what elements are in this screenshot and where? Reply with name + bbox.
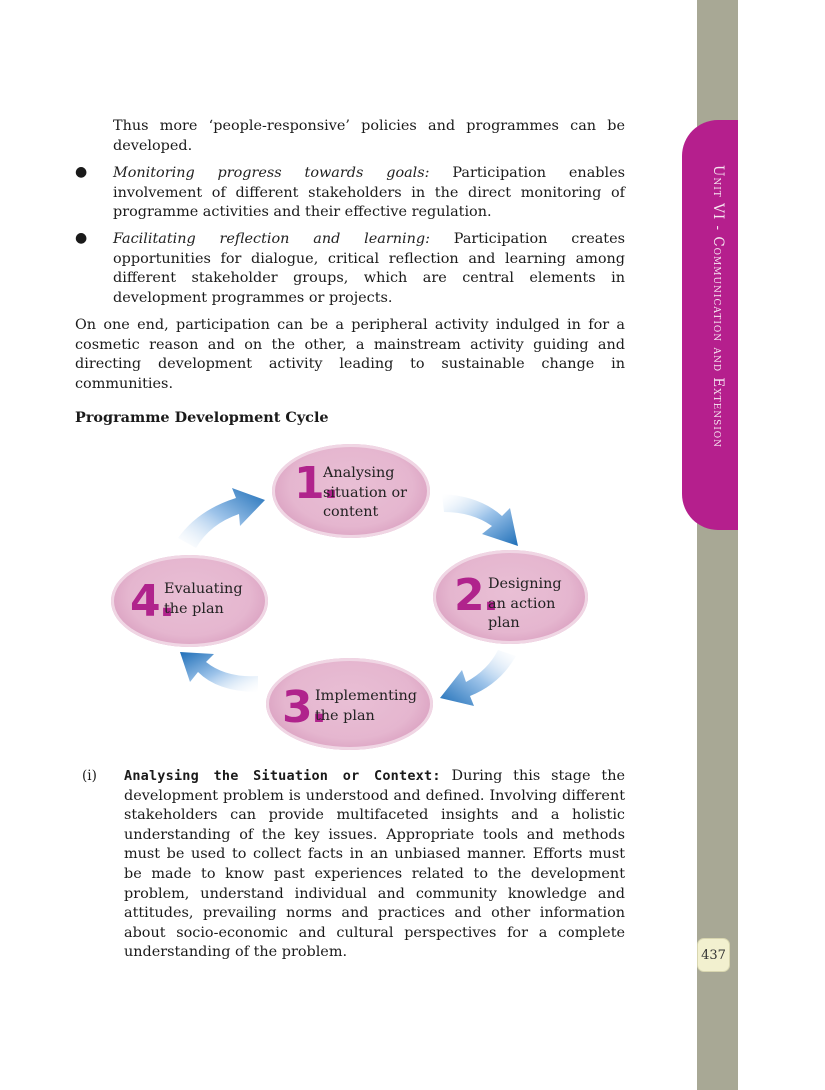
arrow-implement-to-evaluate <box>180 652 258 692</box>
node-label-line: content <box>323 504 379 520</box>
page-number: 437 <box>697 938 730 972</box>
main-paragraph: On one end, participation can be a peripheral activity indulged in for a cosmetic reason and on the other, a mainstream activity guiding and directing development activity leading to sustainable change in communities. <box>75 317 625 392</box>
bullet-text: Participation enables involvement of different stakeholders in the direct monitoring of programme activities and their effective regulation. <box>113 165 625 221</box>
item-text: During this stage the development problem is understood and defined. Involving different stakeholders can provide multifaceted insights and a holistic understanding of the key issues. Appropriate tools and methods must be used to collect facts in an unbiased manner. Efforts must be made to know past experiences related to the development problem, understand individual and community knowledge and attitudes, prevailing norms and practices and other information about socio-economic and cultural perspectives for a complete understanding of the problem. <box>124 768 625 961</box>
arrow-design-to-implement <box>440 650 516 706</box>
node-label <box>164 580 243 619</box>
bullet-item <box>113 230 625 308</box>
node-label-line: the plan <box>164 600 224 617</box>
node-number: 4. <box>130 576 174 627</box>
bullet-marker: ● <box>75 230 88 246</box>
item-paragraph <box>124 767 625 963</box>
intro-text: Thus more ‘people-responsive’ policies and programmes can be developed. <box>113 118 625 154</box>
unit-title: Unit VI - Communication and Extension <box>710 165 726 449</box>
cycle-diagram <box>0 430 697 770</box>
node-number: 1. <box>294 458 338 509</box>
node-label-line: situation or <box>323 484 408 501</box>
node-label <box>488 575 562 634</box>
bullet-item <box>113 164 625 223</box>
node-label-line: an action <box>488 595 556 612</box>
bullet-title: Monitoring progress towards goals: <box>113 165 430 181</box>
node-number: 3. <box>282 682 326 733</box>
section-heading: Programme Development Cycle <box>75 409 329 426</box>
bullet-text: Participation creates opportunities for dialogue, critical reflection and learning among different stakeholder groups, which are central elements in development programmes or projects. <box>113 231 625 306</box>
node-label-line: plan <box>488 615 520 631</box>
node-label <box>323 464 407 523</box>
node-label-line: Evaluating <box>164 581 243 597</box>
node-label-line: Implementing <box>315 688 417 704</box>
arrow-analyse-to-design <box>442 494 518 546</box>
item-label: (i) <box>82 768 97 784</box>
item-title: Analysing the Situation or Context: <box>124 768 441 784</box>
node-label-line: Analysing <box>323 465 395 481</box>
node-label-line: the plan <box>315 707 375 724</box>
node-label <box>315 687 417 726</box>
node-label-line: Designing <box>488 576 562 592</box>
arrow-evaluate-to-analyse <box>178 488 265 548</box>
bullet-marker: ● <box>75 164 88 180</box>
node-number: 2. <box>454 570 498 621</box>
bullet-title: Facilitating reflection and learning: <box>113 231 430 247</box>
